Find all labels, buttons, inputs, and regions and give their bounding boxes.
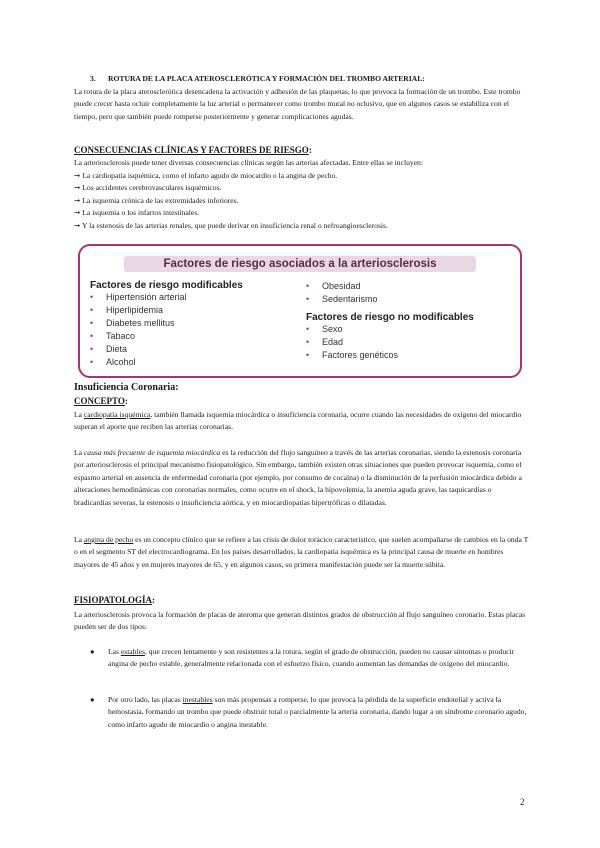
list-item <box>90 646 530 671</box>
arrow-icon: ➞ <box>74 171 81 180</box>
list-item-text: Los accidentes cerebrovasculares isquémicos. <box>82 183 222 193</box>
risk-factor: Edad <box>322 337 344 347</box>
risk-factor: Hiperlipidemia <box>106 305 164 315</box>
risk-factor: Diabetes mellitus <box>106 318 175 328</box>
right-column <box>306 280 516 362</box>
risk-factor: Tabaco <box>106 331 136 341</box>
bullet-icon: • <box>90 344 94 354</box>
modifiable-column <box>90 280 300 369</box>
bullet-icon: • <box>306 281 310 291</box>
text: son más propensas a romperse, lo que provoca la pérdida de la superficie endotelial y activa la hemostasia, formando un trombo que puede obstruir total o parcialmente la arteria coronaria, dando lugar a un síndrome coronario agudo, como infarto agudo de miocardio o angina inestable. <box>108 695 527 729</box>
italic-text: causa más frecuente de isquemia miocárdica <box>83 448 221 457</box>
text: La <box>74 448 84 457</box>
concepto-paragraph-1 <box>74 409 529 434</box>
concepto-paragraph-3 <box>74 534 529 571</box>
cardiopatia-link: cardiopatía isquémica <box>83 410 151 419</box>
list-item-text <box>108 646 530 671</box>
angina-link: angina de pecho <box>83 535 134 544</box>
text: es un concepto clínico que se refiere a las crisis de dolor torácico característico, que suelen acompañarse de cambios en la onda T o en el segmento ST del electrocardiograma. En los países desarrollados, la cardiopatía isquémica es la principal causa de muerte en hombres mayores de 45 años y en mujeres mayores de 65, y en algunos casos, su primera manifestación puede ser la muerte súbita. <box>74 535 529 569</box>
modifiable-title: Factores de riesgo modificables <box>90 280 243 291</box>
text: Las <box>108 647 121 656</box>
consecuencias-heading <box>74 145 312 155</box>
colon: : <box>124 396 128 406</box>
colon: : <box>152 595 156 605</box>
list-item <box>90 694 530 731</box>
estables-link: estables <box>120 647 145 656</box>
list-item <box>306 280 516 293</box>
text: Por otro lado, las placas <box>108 695 183 704</box>
risk-factor: Dieta <box>106 344 128 354</box>
nonmodifiable-title: Factores de riesgo no modificables <box>306 312 474 323</box>
bullet-icon: • <box>90 357 94 367</box>
list-item <box>90 330 300 343</box>
bullet-icon: • <box>90 305 94 315</box>
fisiopatologia-heading <box>74 595 155 605</box>
list-item <box>306 336 516 349</box>
risk-factor: Obesidad <box>322 281 361 291</box>
concepto-title: CONCEPTO <box>74 396 125 406</box>
insuficiencia-heading: Insuficiencia Coronaria: <box>74 382 179 393</box>
text: es la reducción del flujo sanguíneo a través de las arterias coronarias, siendo la estenosis coronaria por arteriosclerosis el principal mecanismo fisiopatológico. Sin embargo, también existen otras situaciones que pueden provocar isquemia, como el espasmo arterial en ausencia de enfermedad coronaria (por ejemplo, por consumo de cocaína) o la disminución de la perfusión miocárdica debido a alteraciones hemodinámicas con coronarias normales, como ocurre en el shock, la hipovolemia, la anemia aguda grave, las taquicardias o bradicardias severas, la estenosis o insuficiencia aórtica, y en miocardiopatías hipertróficas o dilatadas. <box>74 448 522 507</box>
list-item <box>90 304 300 317</box>
figure-title-text: Factores de riesgo asociados a la arteriosclerosis <box>124 256 477 272</box>
bullet-icon: • <box>90 331 94 341</box>
colon: : <box>308 145 312 155</box>
section-number: 3. <box>90 74 96 83</box>
bullet-icon: • <box>90 318 94 328</box>
text: La <box>74 410 84 419</box>
risk-factors-figure <box>78 244 522 378</box>
risk-factor: Factores genéticos <box>322 350 399 360</box>
concepto-heading <box>74 396 128 406</box>
list-item <box>74 195 388 207</box>
list-item <box>90 356 300 369</box>
list-item <box>306 349 516 362</box>
list-item <box>74 170 388 182</box>
list-item <box>90 343 300 356</box>
bullet-icon: • <box>306 337 310 347</box>
consecuencias-list <box>74 170 388 232</box>
concepto-paragraph-2 <box>74 447 529 509</box>
list-item-text <box>108 694 530 731</box>
list-item <box>90 317 300 330</box>
text: La <box>74 535 84 544</box>
list-item <box>306 293 516 306</box>
fisiopatologia-title: FISIOPATOLOGÍA <box>74 595 153 605</box>
list-item <box>74 220 388 232</box>
arrow-icon: ➞ <box>74 220 81 230</box>
bullet-icon: • <box>90 292 94 302</box>
figure-title <box>80 256 520 272</box>
consecuencias-title: CONSECUENCIAS CLÍNICAS Y FACTORES DE RIESGO <box>74 145 309 155</box>
risk-factor: Hipertensión arterial <box>106 292 187 302</box>
list-item-text: La isquemia crónica de las extremidades inferiores. <box>82 195 239 205</box>
section-3-heading <box>90 74 425 83</box>
text: , también llamada isquemia miocárdica o insuficiencia coronaria, ocurre cuando las necesidades de oxígeno del miocardio superan el aporte que reciben las arterias coronarias. <box>74 410 522 432</box>
bullet-icon: • <box>306 324 310 334</box>
risk-factor: Alcohol <box>106 357 136 367</box>
section-title: ROTURA DE LA PLACA ATEROSCLERÓTICA Y FORMACIÓN DEL TROMBO ARTERIAL: <box>108 74 425 83</box>
consecuencias-intro: La arteriosclerosis puede tener diversas consecuencias clínicas según las arterias afectadas. Entre ellas se incluyen: <box>74 158 423 167</box>
bullet-icon: ● <box>90 647 95 656</box>
page-number: 2 <box>520 797 525 807</box>
arrow-icon: ➞ <box>74 195 81 205</box>
arrow-icon: ➞ <box>74 183 81 193</box>
bullet-icon: • <box>306 294 310 304</box>
bullet-icon: • <box>306 350 310 360</box>
text: , que crecen lentamente y son resistentes a la rotura, según el grado de obstrucción, pueden no causar síntomas o producir angina de pecho estable, generalmente relacionada con el esfuerzo físico, cuando aumentan las demandas de oxígeno del miocardio. <box>108 647 515 669</box>
list-item <box>306 323 516 336</box>
list-item <box>74 207 388 219</box>
inestables-link: inestables <box>182 695 213 704</box>
list-item-text: Y la estenosis de las arterias renales, que puede derivar en insuficiencia renal o nefroangioesclerosis. <box>82 220 388 230</box>
list-item-text: La cardiopatía isquémica, como el infarto agudo de miocardio o la angina de pecho. <box>82 171 338 180</box>
bullet-icon: ● <box>90 695 95 704</box>
list-item-text: La isquemia o los infartos intestinales. <box>82 208 200 218</box>
arrow-icon: ➞ <box>74 208 81 218</box>
section-3-paragraph: La rotura de la placa aterosclerótica desencadena la activación y adhesión de las plaquetas, lo que provoca la formación de un trombo. Este trombo puede crecer hasta ocluir completamente la luz arterial o permanecer como trombo mural no oclusivo, que en algunos casos se estabiliza con el tiempo, pero que también puede romperse posteriormente y generar complicaciones agudas. <box>74 87 521 121</box>
risk-factor: Sedentarismo <box>322 294 378 304</box>
fisiopatologia-intro: La arteriosclerosis provoca la formación de placas de ateroma que generan distintos grados de obstrucción al flujo sanguíneo coronario. Estas placas pueden ser de dos tipos: <box>74 610 526 632</box>
risk-factor: Sexo <box>322 324 343 334</box>
list-item <box>74 182 388 194</box>
list-item <box>90 291 300 304</box>
